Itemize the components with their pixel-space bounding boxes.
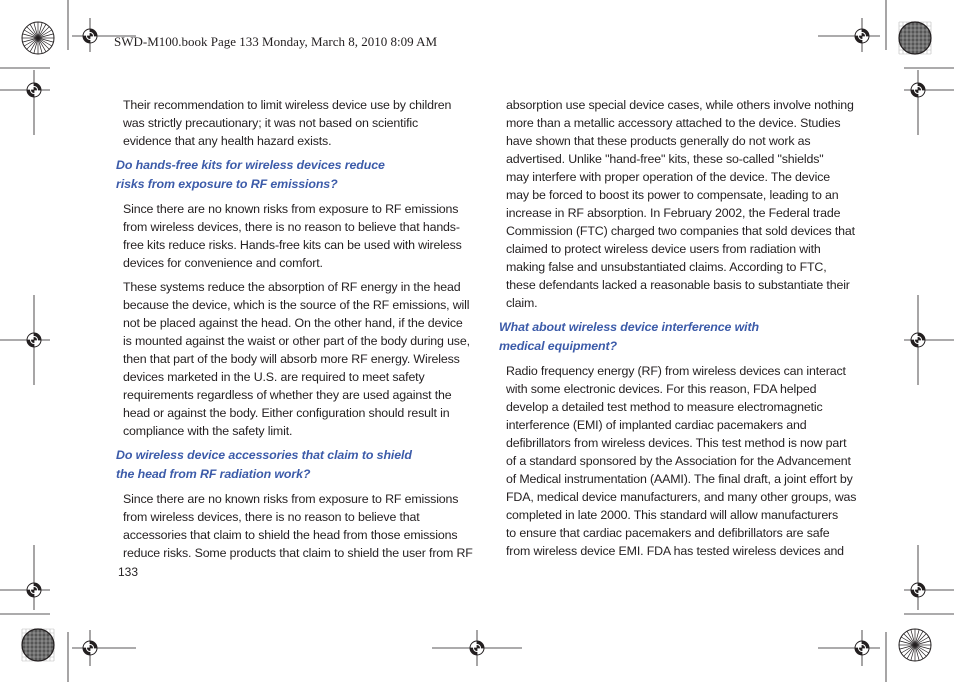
color-target-icon [22,629,54,661]
text-line: then that part of the body will absorb more RF energy. Wireless [123,352,460,366]
text-line: with some electronic devices. For this reason, FDA helped [506,382,817,396]
text-line: accessories that claim to shield the head from those emissions [123,528,458,542]
text-line: Commission (FTC) charged two companies that sold devices that [506,224,855,238]
heading-line: Do hands-free kits for wireless devices reduce [116,158,385,172]
heading-line: medical equipment? [499,339,617,353]
text-line: claim. [506,296,538,310]
heading-line: Do wireless device accessories that claim to shield [116,448,412,462]
text-line: devices marketed in the U.S. are required to meet safety [123,370,425,384]
color-target-icon [899,22,931,54]
paragraph [123,278,468,440]
text-line: Since there are no known risks from exposure to RF emissions [123,202,459,216]
text-line: may be forced to boost its power to compensate, leading to an [506,188,839,202]
text-line: requirements regardless of whether they are used against the [123,388,452,402]
registration-mark-icon [0,70,50,135]
registration-mark-icon [72,630,136,666]
text-line: develop a detailed test method to measure electromagnetic [506,400,823,414]
color-target-icon [22,22,54,54]
heading-line: the head from RF radiation work? [116,467,311,481]
registration-mark-icon [0,295,50,385]
text-line: these defendants lacked a reasonable basis to substantiate their [506,278,850,292]
text-line: FDA, medical device manufacturers, and many other groups, was [506,490,857,504]
section-heading [499,318,851,356]
text-line: not be placed against the head. On the other hand, if the device [123,316,463,330]
registration-mark-icon [0,545,50,610]
text-line: more than a metallic accessory attached to the device. Studies [506,116,841,130]
registration-mark-icon [818,18,880,52]
text-line: from wireless devices, there is no reason to believe that hands- [123,220,460,234]
text-line: may interfere with proper operation of the device. The device [506,170,830,184]
text-line: evidence that any health hazard exists. [123,134,332,148]
running-head: SWD-M100.book Page 133 Monday, March 8, 2010 8:09 AM [114,34,438,49]
text-line: free kits reduce risks. Hands-free kits can be used with wireless [123,238,462,252]
text-line: of a standard sponsored by the Association for the Advancement [506,454,851,468]
text-line: of Medical instrumentation (AAMI). The final draft, a joint effort by [506,472,853,486]
section-heading [116,156,468,194]
text-line: making false and unsubstantiated claims. According to FTC, [506,260,827,274]
right-column [499,96,857,566]
page-number: 133 [118,565,139,579]
text-line: was strictly precautionary; it was not based on scientific [123,116,419,130]
text-line: because the device, which is the source of the RF emissions, will [123,298,470,312]
text-line: absorption use special device cases, while others involve nothing [506,98,854,112]
registration-mark-icon [904,295,954,385]
text-line: is mounted against the waist or other part of the body during use, [123,334,470,348]
paragraph [506,96,855,312]
registration-mark-icon [904,70,954,135]
text-line: Since there are no known risks from exposure to RF emissions [123,492,459,506]
text-line: reduce risks. Some products that claim to shield the user from RF [123,546,473,560]
paragraph [123,200,468,272]
registration-mark-icon [432,630,522,666]
text-line: Radio frequency energy (RF) from wireless devices can interact [506,364,846,378]
text-line: from wireless devices, there is no reason to believe that [123,510,420,524]
text-line: head or against the body. Either configuration should result in [123,406,450,420]
text-line: compliance with the safety limit. [123,424,293,438]
text-line: have shown that these products generally do not work as [506,134,811,148]
heading-line: What about wireless device interference with [499,320,760,334]
left-column [116,96,473,568]
text-line: advertised. Unlike "hand-free" kits, these so-called "shields" [506,152,824,166]
text-line: from wireless device EMI. FDA has tested wireless devices and [506,544,844,558]
heading-line: risks from exposure to RF emissions? [116,177,338,191]
color-target-icon [899,629,931,661]
paragraph [506,362,857,560]
text-line: devices for convenience and comfort. [123,256,323,270]
registration-mark-icon [818,630,880,666]
text-line: defibrillators from wireless devices. This test method is now part [506,436,847,450]
paragraph [123,96,468,150]
section-heading [116,446,468,484]
paragraph [123,490,473,562]
text-line: These systems reduce the absorption of RF energy in the head [123,280,461,294]
text-line: interference (EMI) of implanted cardiac pacemakers and [506,418,807,432]
text-line: increase in RF absorption. In February 2002, the Federal trade [506,206,841,220]
text-line: Their recommendation to limit wireless device use by children [123,98,452,112]
registration-mark-icon [904,545,954,610]
text-line: completed in late 2000. This standard will allow manufacturers [506,508,839,522]
text-line: claimed to protect wireless device users from radiation with [506,242,821,256]
text-line: to ensure that cardiac pacemakers and defibrillators are safe [506,526,830,540]
